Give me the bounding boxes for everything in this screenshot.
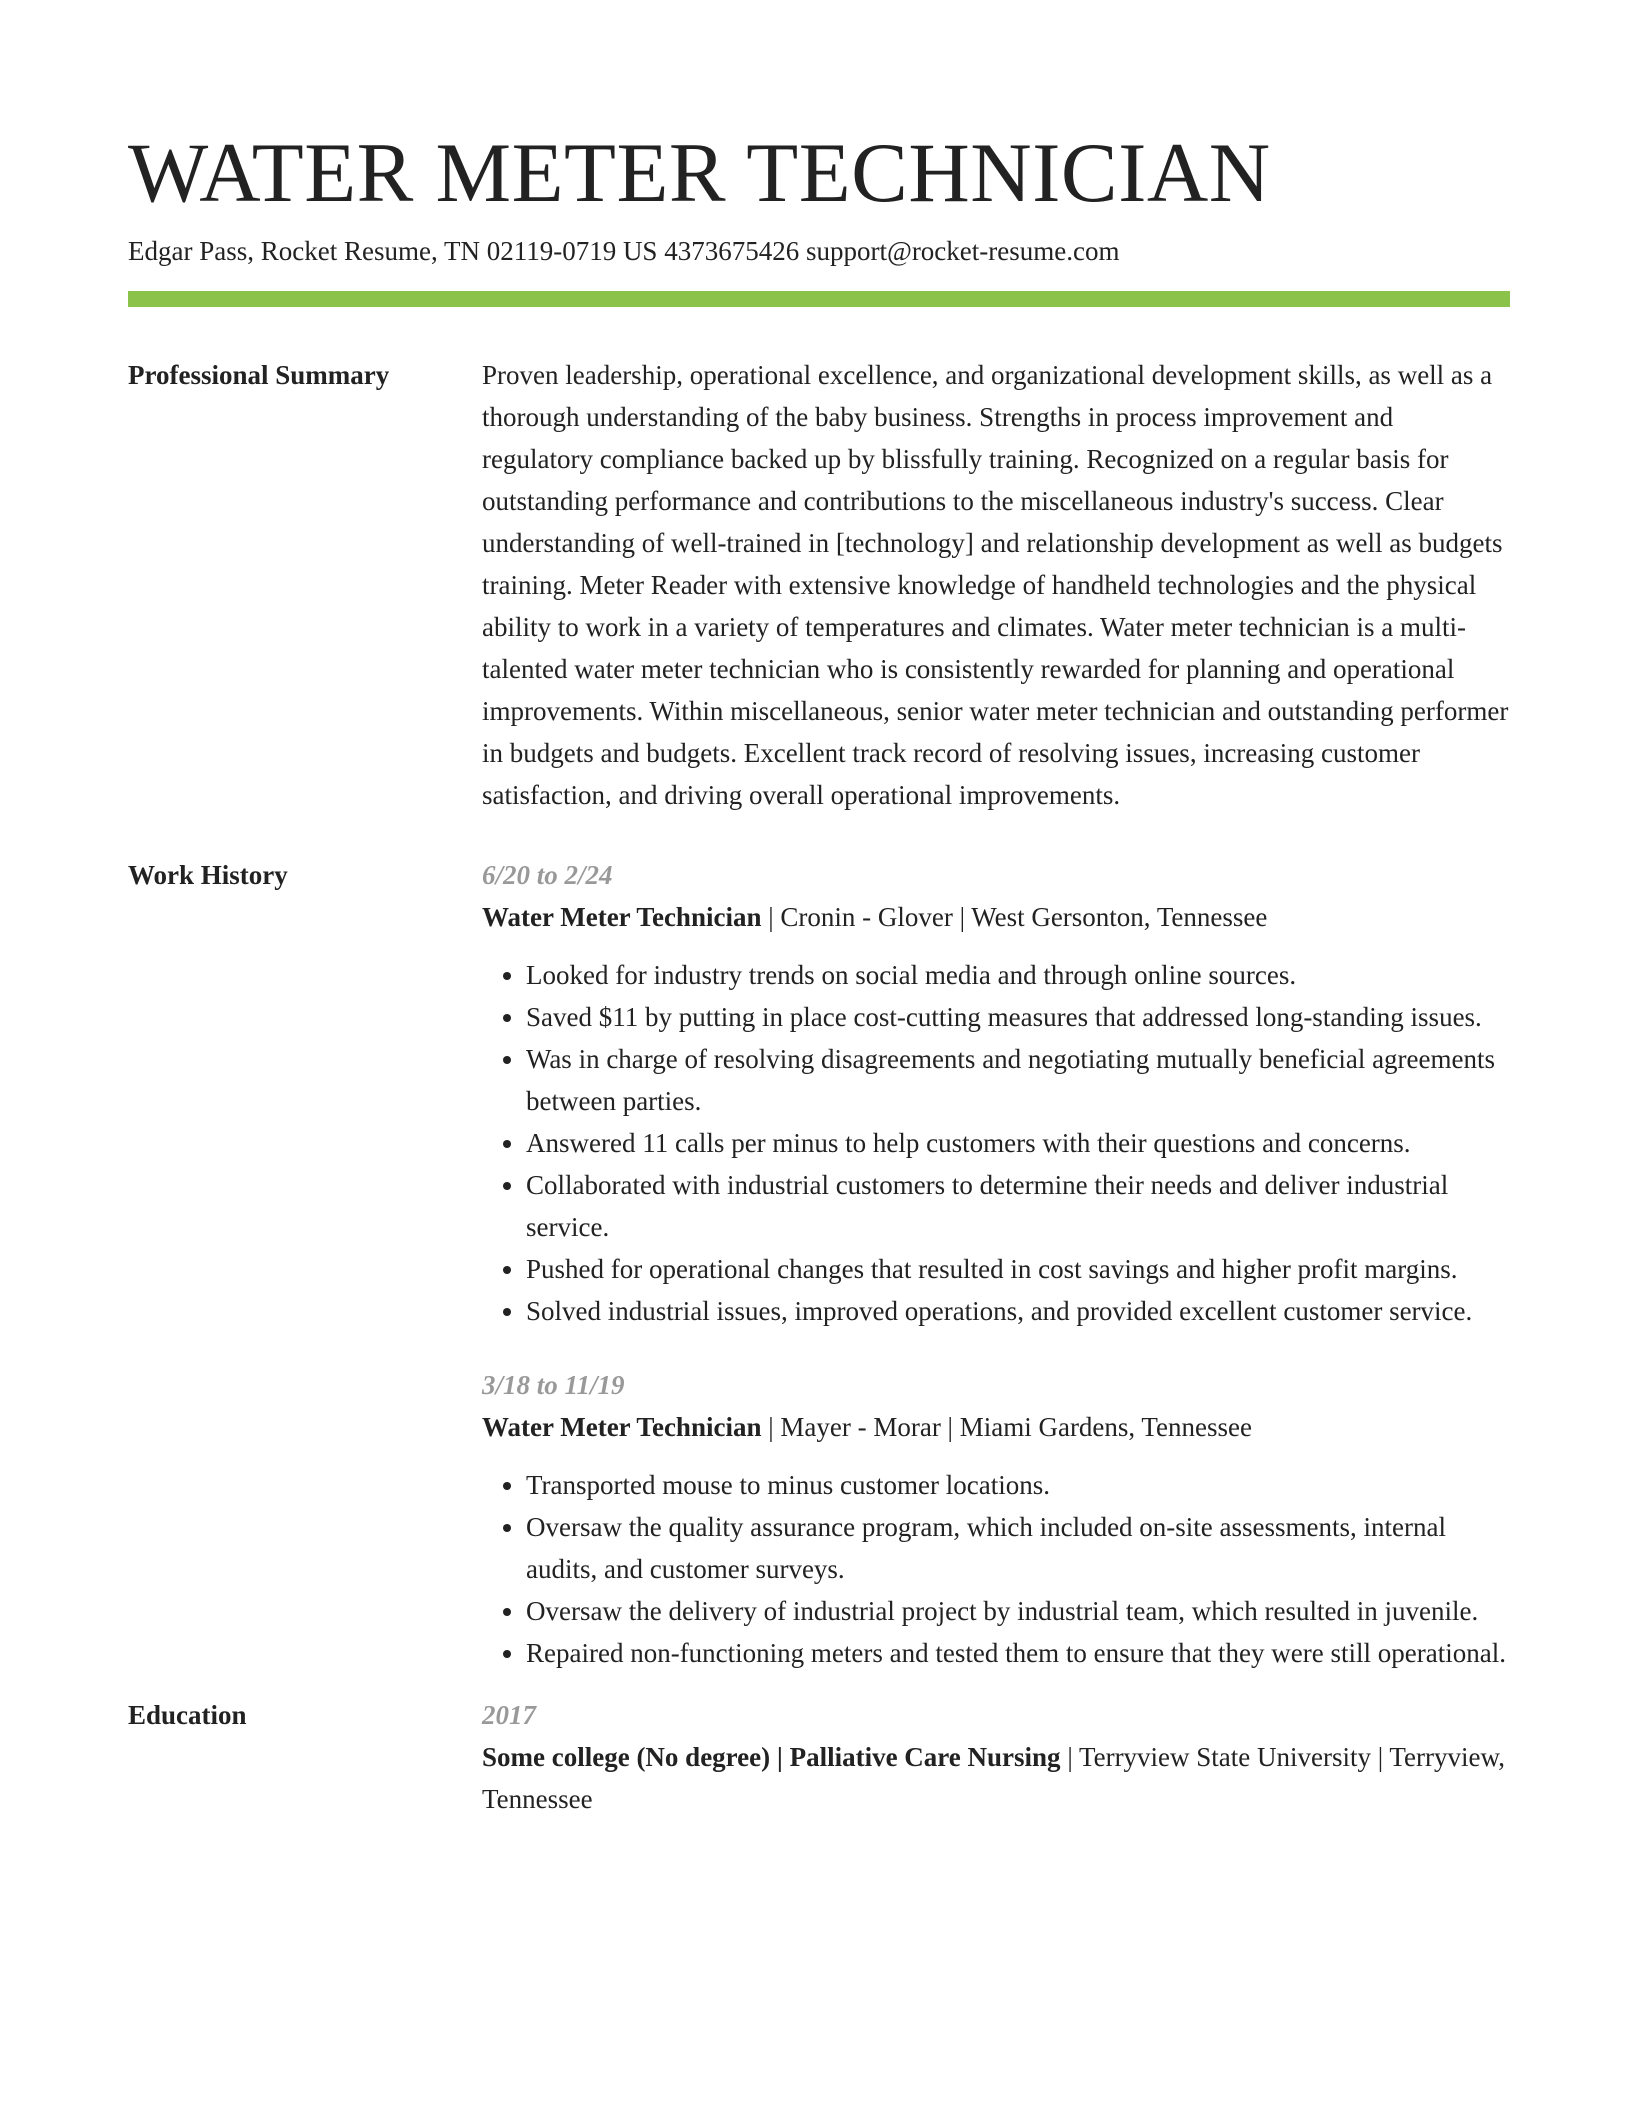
list-item: • Oversaw the quality assurance program, which included on-site assessments, internal audits, and customer surveys. xyxy=(526,1506,1510,1590)
job-details: | Cronin - Glover | West Gersonton, Tennessee xyxy=(761,902,1268,932)
work-history-label: Work History xyxy=(128,860,288,890)
job-role: Water Meter Technician xyxy=(482,902,762,932)
summary-label: Professional Summary xyxy=(128,360,390,390)
job-entry xyxy=(482,1364,1510,1674)
contact-line: Edgar Pass, Rocket Resume, TN 02119-0719 US 4373675426 support@rocket-resume.com xyxy=(128,236,1120,266)
job-bullets xyxy=(482,1464,1510,1674)
list-item: • Repaired non-functioning meters and tested them to ensure that they were still operational. xyxy=(526,1632,1510,1674)
header-divider xyxy=(128,291,1510,307)
job-role: Water Meter Technician xyxy=(482,1412,762,1442)
list-item: • Collaborated with industrial customers to determine their needs and deliver industrial service. xyxy=(526,1164,1510,1248)
job-details: | Mayer - Morar | Miami Gardens, Tennessee xyxy=(761,1412,1252,1442)
education-body xyxy=(482,1694,1510,1820)
education-school: | Terryview State University | Terryview, Tennessee xyxy=(482,1742,1505,1814)
education-year: 2017 xyxy=(482,1700,536,1730)
job-bullets xyxy=(482,954,1510,1332)
education-section xyxy=(128,1694,1510,1820)
education-degree: Some college (No degree) | Palliative Care Nursing xyxy=(482,1742,1061,1772)
list-item: • Oversaw the delivery of industrial project by industrial team, which resulted in juvenile. xyxy=(526,1590,1510,1632)
list-item: • Looked for industry trends on social media and through online sources. xyxy=(526,954,1510,996)
summary-text: Proven leadership, operational excellence, and organizational development skills, as well as a thorough understanding of the baby business. Strengths in process improvement and regulatory compliance backed up by blissfully training. Recognized on a regular basis for outstanding performance and contributions to the miscellaneous industry's success. Clear understanding of well-trained in [technology] and relationship development as well as budgets training. Meter Reader with extensive knowledge of handheld technologies and the physical ability to work in a variety of temperatures and climates. Water meter technician is a multi-talented water meter technician who is consistently rewarded for planning and operational improvements. Within miscellaneous, senior water meter technician and outstanding performer in budgets and budgets. Excellent track record of resolving issues, increasing customer satisfaction, and driving overall operational improvements. xyxy=(482,360,1509,810)
list-item: • Saved $11 by putting in place cost-cutting measures that addressed long-standing issues. xyxy=(526,996,1510,1038)
education-label: Education xyxy=(128,1700,247,1730)
work-history-section xyxy=(128,854,1510,1674)
list-item: • Solved industrial issues, improved operations, and provided excellent customer service. xyxy=(526,1290,1510,1332)
resume-title: WATER METER TECHNICIAN xyxy=(128,126,1271,220)
job-title-line xyxy=(482,896,1510,938)
job-dates: 6/20 to 2/24 xyxy=(482,860,613,890)
list-item: • Transported mouse to minus customer locations. xyxy=(526,1464,1510,1506)
job-entry xyxy=(482,854,1510,1332)
summary-section xyxy=(128,354,1510,816)
education-line xyxy=(482,1736,1510,1820)
job-title-line xyxy=(482,1406,1510,1448)
list-item: • Answered 11 calls per minus to help customers with their questions and concerns. xyxy=(526,1122,1510,1164)
job-dates: 3/18 to 11/19 xyxy=(482,1370,625,1400)
resume-page xyxy=(128,125,1510,1820)
list-item: • Was in charge of resolving disagreements and negotiating mutually beneficial agreements between parties. xyxy=(526,1038,1510,1122)
work-history-body xyxy=(482,854,1510,1674)
list-item: • Pushed for operational changes that resulted in cost savings and higher profit margins. xyxy=(526,1248,1510,1290)
